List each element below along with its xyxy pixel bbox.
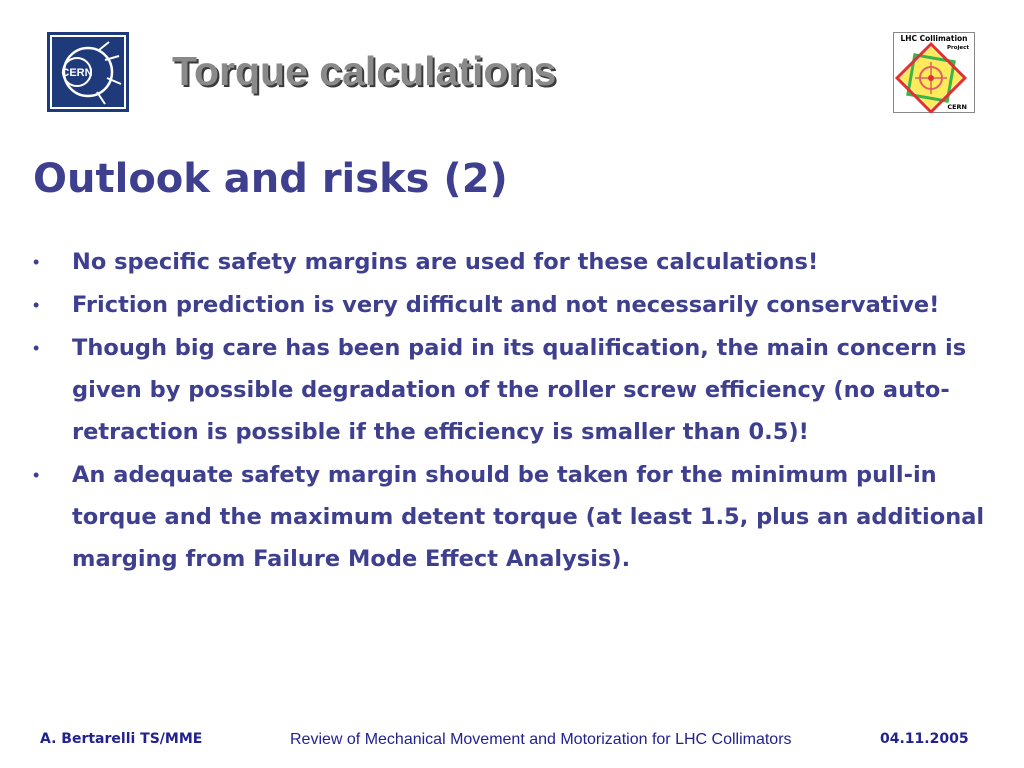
footer-date: 04.11.2005 [880, 731, 969, 747]
bullet-item [30, 284, 1010, 326]
bullet-item [30, 241, 1010, 283]
lhc-logo-line2: Project [946, 45, 969, 51]
bullet-text: Though big care has been paid in its qualification, the main concern is given by possible degradation of the roller screw efficiency (no auto-retraction is possible if the efficiency is smaller than 0.5)! [72, 335, 967, 445]
cern-logo [47, 32, 129, 112]
lhc-logo-line3: CERN [947, 103, 967, 111]
lhc-logo-line1: LHC Collimation [900, 34, 968, 43]
footer-author: A. Bertarelli TS/MME [40, 731, 203, 747]
bullet-item [30, 454, 1010, 580]
bullet-list [30, 241, 1010, 581]
bullet-marker: • [33, 338, 40, 358]
bullet-item [30, 327, 1010, 453]
slide-header-title: Torque calculations [172, 48, 557, 94]
bullet-marker: • [33, 295, 40, 315]
cern-logo-text: CERN [61, 67, 93, 79]
bullet-text: An adequate safety margin should be taken for the minimum pull-in torque and the maximum detent torque (at least 1.5, plus an additional marging from Failure Mode Effect Analysis). [72, 462, 985, 572]
lhc-collimation-logo [893, 32, 975, 113]
slide-subtitle: Outlook and risks (2) [33, 156, 508, 202]
bullet-marker: • [33, 252, 40, 272]
footer-presentation-title: Review of Mechanical Movement and Motorization for LHC Collimators [290, 731, 792, 748]
bullet-text: Friction prediction is very difficult and not necessarily conservative! [72, 292, 940, 318]
bullet-marker: • [33, 465, 40, 485]
bullet-text: No specific safety margins are used for these calculations! [72, 249, 819, 275]
